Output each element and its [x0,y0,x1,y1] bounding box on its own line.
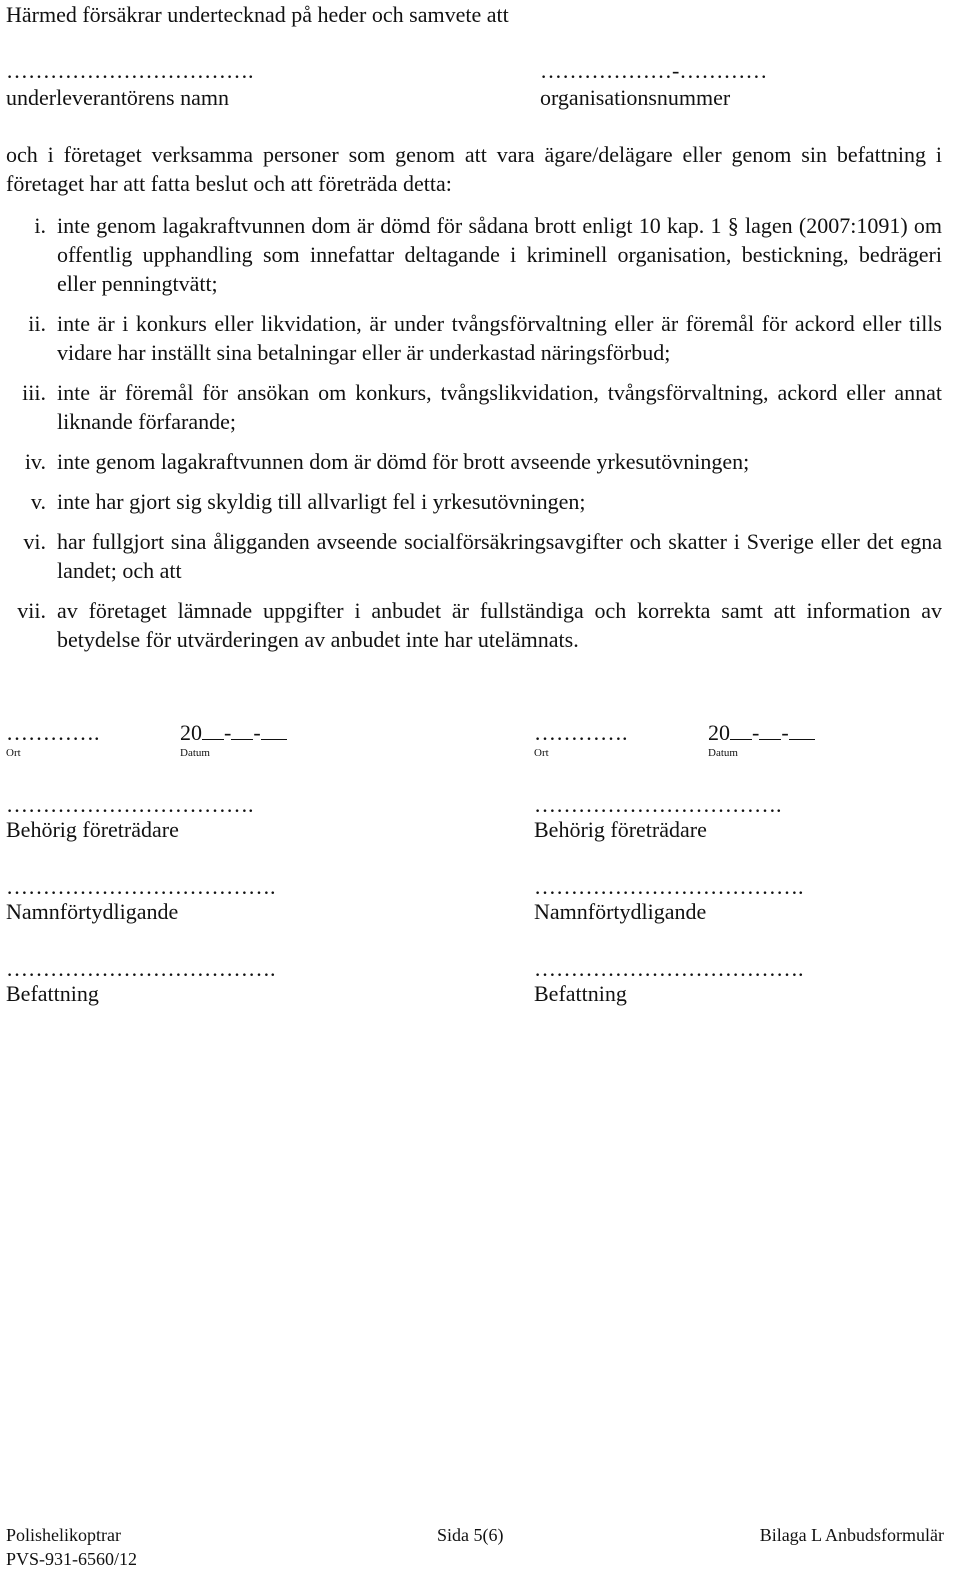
list-item-number: ii. [28,311,46,336]
position-field[interactable]: ………………………………. [534,956,804,981]
date-label: Datum [180,747,210,759]
date-label: Datum [708,747,738,759]
place-label: Ort [534,747,549,759]
date-day-blank[interactable] [261,721,287,740]
list-item-text: inte är i konkurs eller likvidation, är under tvångsförvaltning eller är föremål för ackord eller tills vidare har inställt sina betalningar eller är underkastad näringsförbud; [57,311,942,365]
place-field[interactable]: …………. [534,720,628,745]
position-field[interactable]: ………………………………. [6,956,276,981]
list-item [0,309,942,367]
date-year-prefix: 20 [180,720,202,745]
date-field[interactable] [708,718,815,747]
list-item [0,447,942,476]
place-field[interactable]: …………. [6,720,100,745]
date-day-blank[interactable] [789,721,815,740]
signature-label: Behörig företrädare [6,817,179,842]
footer-attachment: Bilaga L Anbudsformulär [759,1525,944,1545]
list-item-number: iv. [24,449,46,474]
date-field[interactable] [180,718,287,747]
date-year-prefix: 20 [708,720,730,745]
list-item [0,487,942,516]
list-item-number: v. [30,489,46,514]
subcontractor-name-field[interactable]: ……………………………. [6,58,254,83]
list-item-text: inte är föremål för ansökan om konkurs, tvångslikvidation, tvångsförvaltning, ackord eller annat liknande förfarande; [57,380,942,434]
declaration-heading: Härmed försäkrar undertecknad på heder och samvete att [6,2,509,27]
position-label: Befattning [534,981,627,1006]
date-separator: - [752,720,760,745]
date-separator: - [253,720,261,745]
org-number-field[interactable]: ………………-………… [540,58,768,83]
list-item [0,527,942,585]
intro-paragraph: och i företaget verksamma personer som genom att vara ägare/delägare eller genom sin befattning i företaget har att fatta beslut och att företräda detta: [6,142,942,196]
list-item [0,378,942,436]
subcontractor-name-label: underleverantörens namn [6,85,229,110]
date-month-blank[interactable] [759,721,781,740]
date-year-blank[interactable] [202,721,224,740]
list-item-text: har fullgjort sina åligganden avseende socialförsäkringsavgifter och skatter i Sverige eller det egna landet; och att [57,529,942,583]
org-number-label: organisationsnummer [540,85,731,110]
list-item-number: vi. [23,529,46,554]
footer-page-number: Sida 5(6) [437,1525,504,1545]
signature-label: Behörig företrädare [534,817,707,842]
date-separator: - [781,720,789,745]
position-label: Befattning [6,981,99,1006]
name-clarification-field[interactable]: ………………………………. [534,874,804,899]
name-clarification-label: Namnförtydligande [534,899,707,924]
name-clarification-field[interactable]: ………………………………. [6,874,276,899]
list-item-number: vii. [17,598,46,623]
list-item-text: av företaget lämnade uppgifter i anbudet är fullständiga och korrekta samt att information av betydelse för utvärderingen av anbudet inte har utelämnats. [57,598,942,652]
place-label: Ort [6,747,21,759]
footer-project: Polishelikoptrar [6,1525,121,1545]
list-item-number: iii. [22,380,46,405]
list-item-text: inte genom lagakraftvunnen dom är dömd för brott avseende yrkesutövningen; [57,449,750,474]
list-item-text: inte genom lagakraftvunnen dom är dömd för sådana brott enligt 10 kap. 1 § lagen (2007:1091) om offentlig upphandling som innefattar deltagande i kriminell organisation, bestickning, bedrägeri eller penningtvätt; [57,213,942,296]
date-year-blank[interactable] [730,721,752,740]
list-item-text: inte har gjort sig skyldig till allvarligt fel i yrkesutövningen; [57,489,586,514]
list-item [0,211,942,298]
signature-field[interactable]: ……………………………. [534,792,782,817]
list-item-number: i. [34,213,46,238]
date-month-blank[interactable] [231,721,253,740]
declaration-list [0,211,942,665]
signature-field[interactable]: ……………………………. [6,792,254,817]
date-separator: - [224,720,232,745]
name-clarification-label: Namnförtydligande [6,899,179,924]
list-item [0,596,942,654]
footer-reference: PVS-931-6560/12 [6,1549,138,1569]
